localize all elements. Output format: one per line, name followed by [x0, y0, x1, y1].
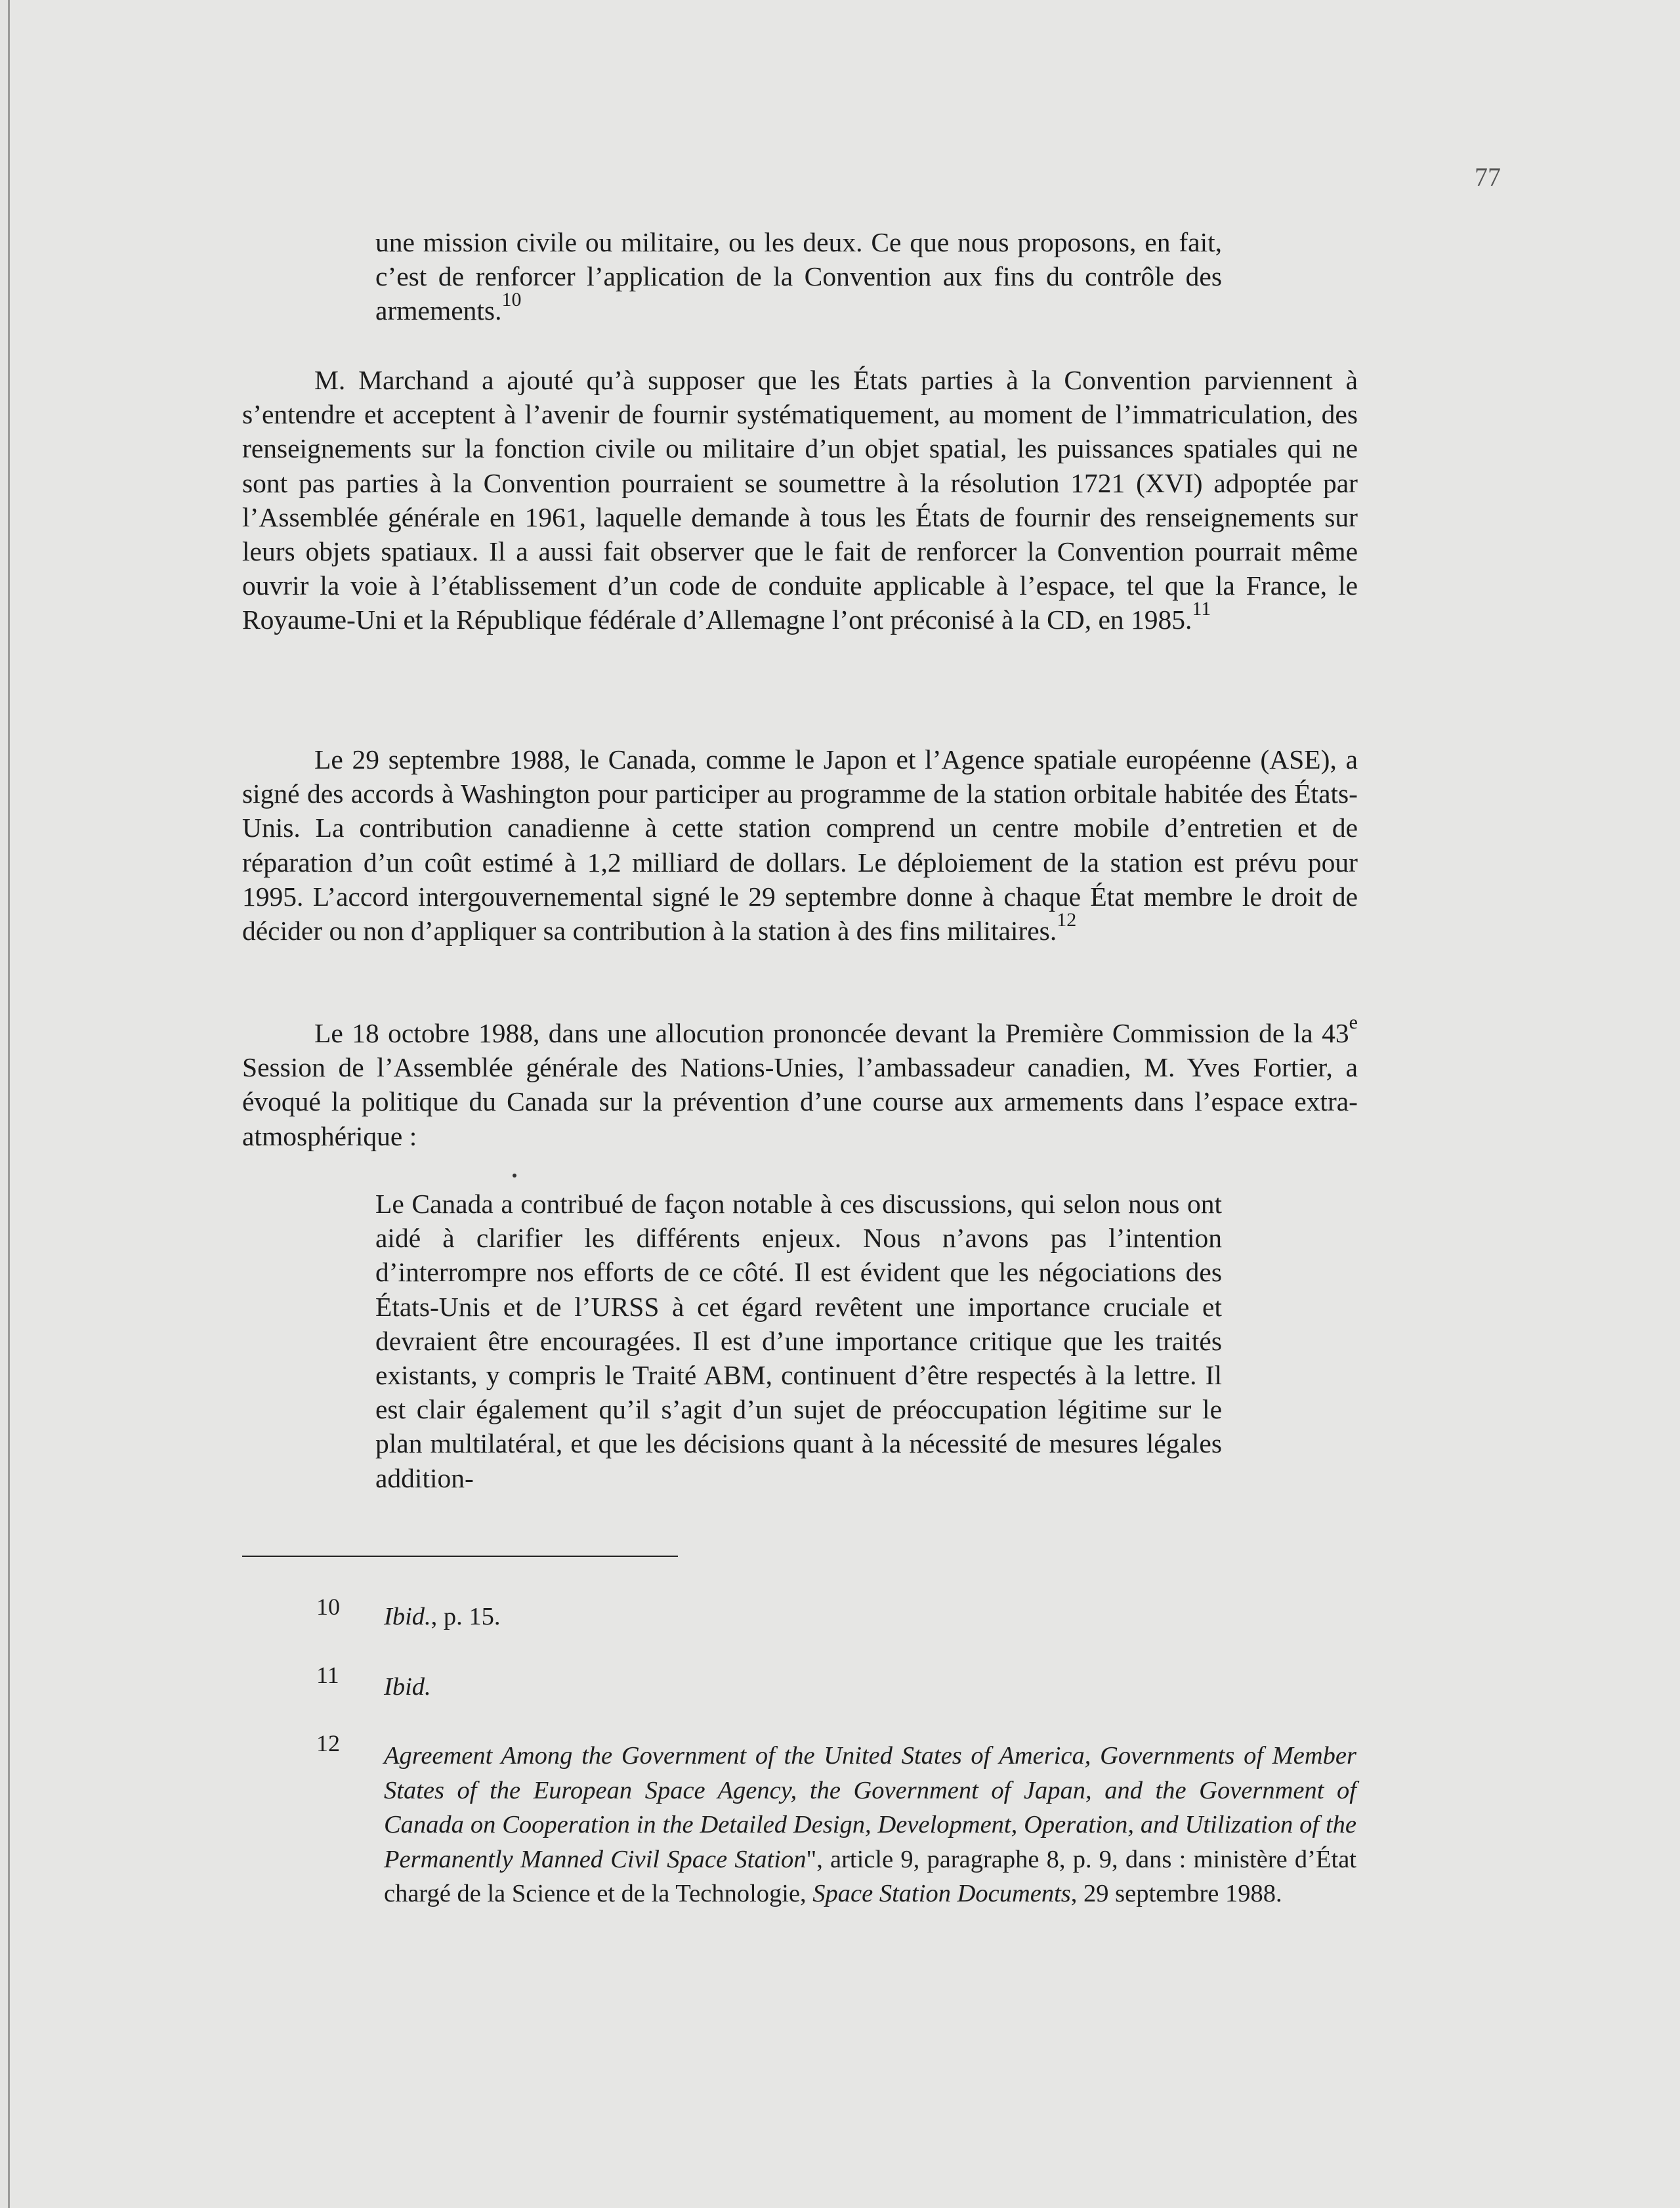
paragraph-fortier	[242, 1011, 1358, 1153]
footnote-ref: 12	[1057, 909, 1077, 931]
footnote-number-12: 12	[316, 1730, 340, 1756]
footnote-ref: 11	[1192, 598, 1211, 620]
footnote-ref: 10	[501, 289, 522, 311]
paragraph-space-station	[242, 742, 1358, 948]
footnote-italic: Ibid.	[384, 1673, 431, 1701]
superscript: e	[1349, 1011, 1358, 1033]
footnote-italic-title: Agreement Among the Government of the United States of America, Governments of Member States of the European Space Agency, the Government of Japan, and the Government of Canada on Cooperation in the Detailed Design, Development, Operation, and Utilization of the Permanently Manned Civil Space Station	[384, 1742, 1356, 1873]
document-page	[8, 0, 1680, 2208]
footnote-10	[384, 1600, 1356, 1634]
footnote-text: , p. 15.	[430, 1603, 501, 1630]
block-quote-fortier	[375, 1187, 1222, 1495]
footnote-11	[384, 1670, 1356, 1705]
footnote-separator	[242, 1556, 678, 1557]
block-quote-continued	[375, 225, 1222, 328]
footnote-italic: Ibid.	[384, 1603, 431, 1630]
paragraph-text: Le 29 septembre 1988, le Canada, comme le Japon et l’Agence spatiale européenne (ASE), a signé des accords à Washington pour participer au programme de la station orbitale habitée des États-Unis. La contribution canadienne à cette station comprend un centre mobile d’entretien et de réparation d’un coût estimé à 1,2 milliard de dollars. Le déploiement de la station est prévu pour 1995. L’accord intergouvernemental signé le 29 septembre donne à chaque État membre le droit de décider ou non d’appliquer sa contribution à la station à des fins militaires.	[242, 744, 1358, 946]
paragraph-text: Le 18 octobre 1988, dans une allocution prononcée devant la Première Commission de la 43	[314, 1018, 1349, 1048]
page-number: 77	[1475, 162, 1501, 192]
footnote-12	[384, 1739, 1356, 1911]
quote-text: une mission civile ou militaire, ou les deux. Ce que nous proposons, en fait, c’est de renforcer l’application de la Convention aux fins du contrôle des armements.	[375, 227, 1222, 326]
footnote-italic-doc: Space Station Documents	[812, 1880, 1071, 1907]
footnote-text-end: , 29 septembre 1988.	[1070, 1880, 1282, 1907]
footnote-number-10: 10	[316, 1594, 340, 1620]
paragraph-text: M. Marchand a ajouté qu’à supposer que les États parties à la Convention parviennent à s’entendre et acceptent à l’avenir de fournir systématiquement, au moment de l’immatriculation, des renseignements sur la fonction civile ou militaire d’un objet spatial, les puissances spatiales qui ne sont pas parties à la Convention pourraient se soumettre à la résolution 1721 (XVI) adpoptée par l’Assemblée générale en 1961, laquelle demande à tous les États de fournir des renseignements sur leurs objets spatiaux. Il a aussi fait observer que le fait de renforcer la Convention pourrait même ouvrir la voie à l’établissement d’un code de conduite applicable à l’espace, tel que la France, le Royaume-Uni et la République fédérale d’Allemagne l’ont préconisé à la CD, en 1985.	[242, 365, 1358, 635]
stray-mark	[513, 1174, 516, 1178]
quote-text: Le Canada a contribué de façon notable à ces discussions, qui selon nous ont aidé à clarifier les différents enjeux. Nous n’avons pas l’intention d’interrompre nos efforts de ce côté. Il est évident que les négociations des États-Unis et de l’URSS à cet égard revêtent une importance cruciale et devraient être encouragées. Il est d’une importance critique que les traités existants, y compris le Traité ABM, continuent d’être respectés à la lettre. Il est clair également qu’il s’agit d’un sujet de préoccupation légitime sur le plan multilatéral, et que les décisions quant à la nécessité de mesures légales addition-	[375, 1189, 1222, 1493]
footnote-text: ", article 9, paragraphe 8, p. 9, dans : ministère d’État chargé de la Science et de la Technologie,	[384, 1845, 1356, 1907]
paragraph-marchand	[242, 363, 1358, 637]
footnote-number-11: 11	[316, 1662, 339, 1688]
paragraph-text-cont: Session de l’Assemblée générale des Nations-Unies, l’ambassadeur canadien, M. Yves Fortier, a évoqué la politique du Canada sur la prévention d’une course aux armements dans l’espace extra-atmosphérique :	[242, 1052, 1358, 1151]
